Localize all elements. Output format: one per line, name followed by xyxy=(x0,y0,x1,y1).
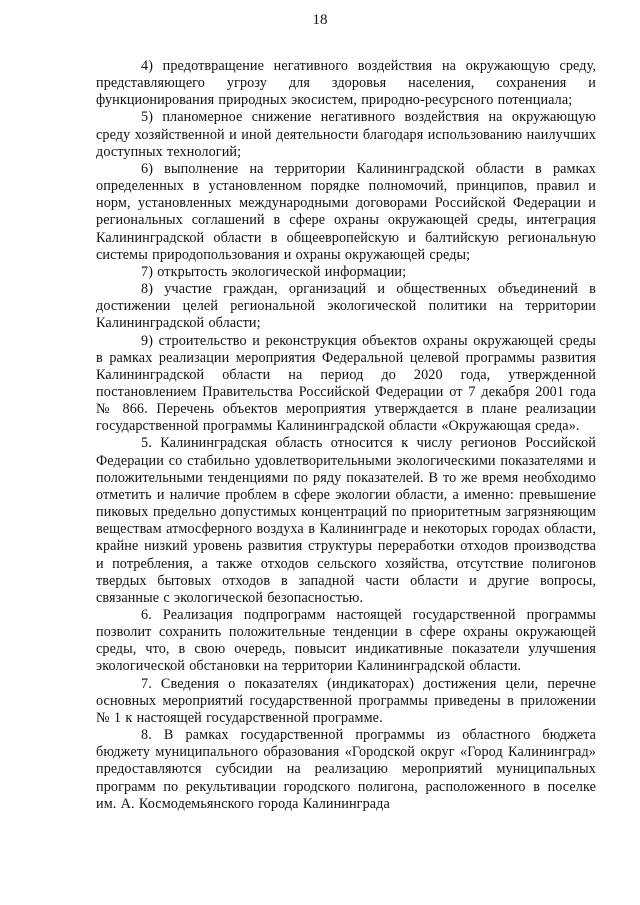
list-item-5: 5) планомерное снижение негативного воздействия на окружающую среду хозяйственной и иной деятельности благодаря использованию наилучших доступных технологий; xyxy=(96,109,596,160)
section-8-paragraph: 8. В рамках государственной программы из областного бюджета бюджету муниципального образования «Городской округ «Город Калининград» предоставляются субсидии на реализацию мероприятий муниципальных программ по рекультивации городского полигона, расположенного в поселке им. А. Космодемьянского города Калининграда xyxy=(96,727,596,812)
section-6-paragraph: 6. Реализация подпрограмм настоящей государственной программы позволит сохранить положительные тенденции в сфере охраны окружающей среды, что, в свою очередь, повысит индикативные показатели улучшения экологической обстановки на территории Калининградской области. xyxy=(96,607,596,675)
list-item-4: 4) предотвращение негативного воздействия на окружающую среду, представляющего угрозу для здоровья населения, сохранения и функционирования природных экосистем, природно-ресурсного потенциала; xyxy=(96,58,596,109)
page-number: 18 xyxy=(312,12,328,28)
document-body xyxy=(96,58,596,813)
list-item-6: 6) выполнение на территории Калининградской области в рамках определенных в установленном порядке полномочий, принципов, правил и норм, установленных международными договорами Российской Федерации и региональных соглашений в сфере охраны окружающей среды, интеграция Калининградской области в общеевропейскую и балтийскую региональную системы природопользования и охраны окружающей среды; xyxy=(96,160,596,263)
list-item-8: 8) участие граждан, организаций и общественных объединений в достижении целей региональной экологической политики на территории Калининградской области; xyxy=(96,281,596,332)
list-item-9: 9) строительство и реконструкция объектов охраны окружающей среды в рамках реализации мероприятия Федеральной целевой программы развития Калининградской области на период до 2020 года, утвержденной постановлением Правительства Российской Федерации от 7 декабря 2001 года № 866. Перечень объектов мероприятия утверждается в плане реализации государственной программы Калининградской области «Окружающая среда». xyxy=(96,332,596,435)
section-5-paragraph: 5. Калининградская область относится к числу регионов Российской Федерации со стабильно удовлетворительными экологическими показателями и положительными тенденциями по ряду показателей. В то же время необходимо отметить и наличие проблем в сфере экологии области, а именно: превышение пиковых предельно допустимых концентраций по приоритетным загрязняющим веществам атмосферного воздуха в Калининграде и некоторых городах области, крайне низкий уровень развития структуры переработки отходов производства и потребления, а также отходов сельского хозяйства, отсутствие полигонов твердых бытовых отходов в западной части области и другие вопросы, связанные с экологической безопасностью. xyxy=(96,435,596,606)
section-7-paragraph: 7. Сведения о показателях (индикаторах) достижения цели, перечне основных мероприятий государственной программы приведены в приложении № 1 к настоящей государственной программе. xyxy=(96,675,596,726)
list-item-7: 7) открытость экологической информации; xyxy=(141,263,407,280)
